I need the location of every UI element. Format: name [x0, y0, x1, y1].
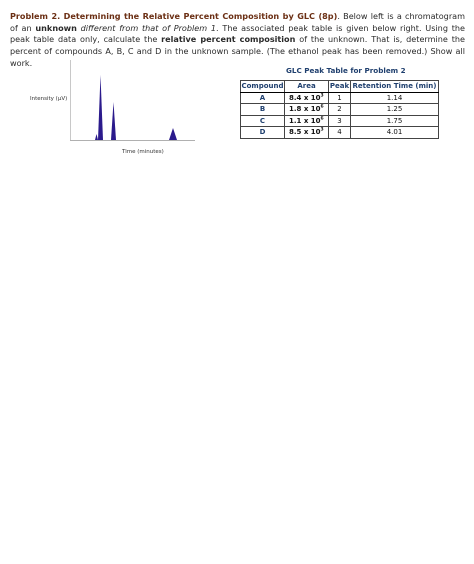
header-area: Area — [285, 81, 329, 93]
retention-time-cell: 4.01 — [351, 127, 439, 139]
compound-cell: A — [241, 92, 285, 104]
peak-cell: 3 — [329, 115, 351, 127]
compound-cell: B — [241, 104, 285, 116]
chromatogram — [70, 60, 200, 144]
retention-time-cell: 1.25 — [351, 104, 439, 116]
compound-cell: D — [241, 127, 285, 139]
peak-cell: 4 — [329, 127, 351, 139]
area-mantissa: 8.4 x 10 — [289, 93, 321, 102]
chromatogram-y-label: Intensity (µV) — [30, 96, 68, 102]
header-compound: Compound — [241, 82, 284, 91]
area-cell — [285, 127, 329, 139]
retention-time-cell: 1.75 — [351, 115, 439, 127]
problem-text-part: of the unknown. That is, determine the percent of compounds A, B, C and D in the unknown sample. (The ethanol peak has been removed.) Show all work. — [10, 34, 465, 68]
chromatogram-x-label: Time (minutes) — [122, 149, 164, 155]
retention-time-cell: 1.14 — [351, 92, 439, 104]
different-emphasis: different from that of Problem 1 — [80, 22, 217, 33]
table-row — [241, 127, 439, 139]
table-row — [241, 92, 439, 104]
rpc-emphasis: relative percent composition — [161, 34, 296, 45]
peak-cell: 1 — [329, 92, 351, 104]
peak-table-title: GLC Peak Table for Problem 2 — [286, 66, 406, 75]
problem-text-part: . The associated peak table is given below right. Using the peak table data only, calculate the — [10, 22, 465, 45]
area-exponent: 3 — [320, 93, 324, 99]
area-mantissa: 1.8 x 10 — [289, 105, 321, 114]
area-cell — [285, 115, 329, 127]
area-mantissa: 8.5 x 10 — [289, 128, 321, 137]
area-exponent: 6 — [320, 116, 324, 122]
header-peak: Peak — [329, 82, 350, 91]
problem-text-part: . Below left is a chromatogram of an — [10, 11, 465, 33]
area-mantissa: 1.1 x 10 — [289, 116, 321, 125]
peak-table-header-row — [241, 81, 439, 93]
unknown-emphasis: unknown — [35, 22, 77, 33]
header-retention-time: Retention Time (min) — [351, 81, 439, 93]
table-row — [241, 115, 439, 127]
peak-d — [169, 128, 177, 140]
table-row — [241, 104, 439, 116]
area-cell — [285, 92, 329, 104]
peak-b — [98, 75, 103, 140]
area-exponent: 3 — [320, 127, 324, 133]
peak-cell: 2 — [329, 104, 351, 116]
peak-a — [95, 134, 98, 140]
compound-cell: C — [241, 115, 285, 127]
peak-table — [240, 80, 439, 139]
peak-c — [111, 102, 116, 140]
area-exponent: 6 — [320, 104, 324, 110]
problem-title: Problem 2. Determining the Relative Percent Composition by GLC (8p) — [10, 11, 338, 21]
area-cell — [285, 104, 329, 116]
